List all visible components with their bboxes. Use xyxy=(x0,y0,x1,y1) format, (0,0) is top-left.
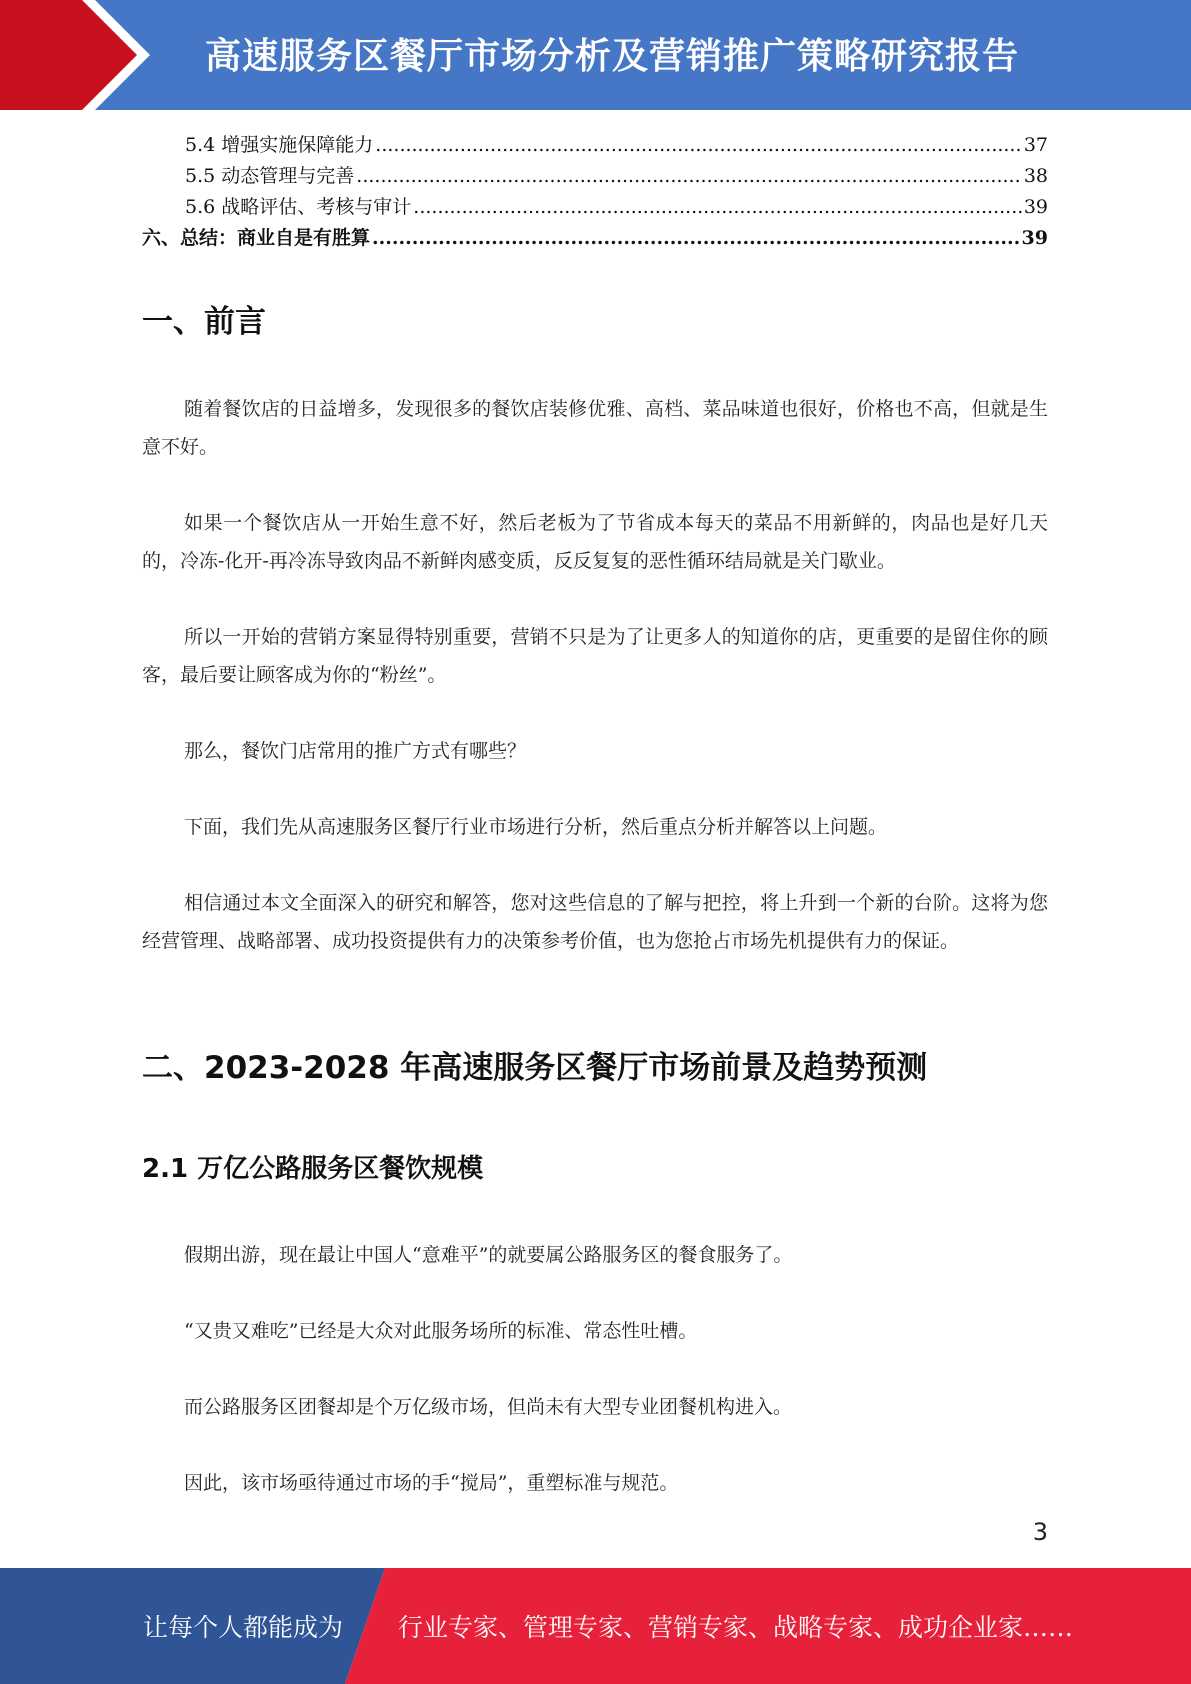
table-of-contents xyxy=(142,130,1048,254)
page-number: 3 xyxy=(1032,1518,1048,1546)
page-header xyxy=(0,0,1191,110)
paragraph: 而公路服务区团餐却是个万亿级市场，但尚未有大型专业团餐机构进入。 xyxy=(184,1396,793,1418)
page-footer xyxy=(0,1568,1191,1684)
subsection-heading: 2.1 万亿公路服务区餐饮规模 xyxy=(142,1154,484,1184)
toc-number: 5.5 xyxy=(185,165,222,187)
paragraph: 相信通过本文全面深入的研究和解答，您对这些信息的了解与把控，将上升到一个新的台阶。这将为您经营管理、战略部署、成功投资提供有力的决策参考价值，也为您抢占市场先机提供有力的保证。 xyxy=(142,892,1048,952)
toc-row[interactable] xyxy=(142,130,1048,161)
toc-row[interactable] xyxy=(142,192,1048,223)
paragraph: 如果一个餐饮店从一开始生意不好，然后老板为了节省成本每天的菜品不用新鲜的，肉品也是好几天的，冷冻-化开-再冷冻导致肉品不新鲜肉感变质，反反复复的恶性循环结局就是关门歇业。 xyxy=(142,512,1048,572)
footer-slogan-right: 行业专家、管理专家、营销专家、战略专家、成功企业家…… xyxy=(398,1613,1074,1642)
paragraph: 假期出游，现在最让中国人“意难平”的就要属公路服务区的餐食服务了。 xyxy=(184,1244,793,1266)
paragraph: 那么，餐饮门店常用的推广方式有哪些？ xyxy=(184,740,527,762)
toc-number: 5.6 xyxy=(185,196,222,218)
toc-leader xyxy=(356,161,1022,192)
toc-number: 六、 xyxy=(142,227,181,249)
toc-row[interactable] xyxy=(142,223,1048,254)
toc-leader xyxy=(375,130,1022,161)
paragraph: 所以一开始的营销方案显得特别重要，营销不只是为了让更多人的知道你的店，更重要的是留住你的顾客，最后要让顾客成为你的“粉丝”。 xyxy=(142,626,1048,686)
toc-page: 38 xyxy=(1023,165,1048,187)
paragraph: 下面，我们先从高速服务区餐厅行业市场进行分析，然后重点分析并解答以上问题。 xyxy=(184,816,888,838)
toc-number: 5.4 xyxy=(185,134,222,156)
paragraph: “又贵又难吃”已经是大众对此服务场所的标准、常态性吐槽。 xyxy=(184,1320,698,1342)
toc-page: 39 xyxy=(1023,196,1048,218)
header-chevron-logo xyxy=(0,0,160,110)
paragraph: 随着餐饮店的日益增多，发现很多的餐饮店装修优雅、高档、菜品味道也很好，价格也不高，但就是生意不好。 xyxy=(142,398,1048,458)
toc-label: 总结：商业自是有胜算 xyxy=(180,227,371,249)
toc-label: 增强实施保障能力 xyxy=(221,134,374,156)
section-heading: 一、前言 xyxy=(142,304,266,340)
section-heading: 二、2023-2028 年高速服务区餐厅市场前景及趋势预测 xyxy=(142,1050,928,1086)
toc-page: 37 xyxy=(1023,134,1048,156)
toc-row[interactable] xyxy=(142,161,1048,192)
footer-slogan-left: 让每个人都能成为 xyxy=(143,1613,344,1642)
paragraph: 因此，该市场亟待通过市场的手“搅局”，重塑标准与规范。 xyxy=(184,1472,679,1494)
toc-leader xyxy=(372,223,1020,254)
toc-label: 动态管理与完善 xyxy=(221,165,355,187)
toc-leader xyxy=(413,192,1022,223)
report-title: 高速服务区餐厅市场分析及营销推广策略研究报告 xyxy=(205,36,1020,77)
toc-label: 战略评估、考核与审计 xyxy=(221,196,412,218)
toc-page: 39 xyxy=(1021,227,1048,249)
